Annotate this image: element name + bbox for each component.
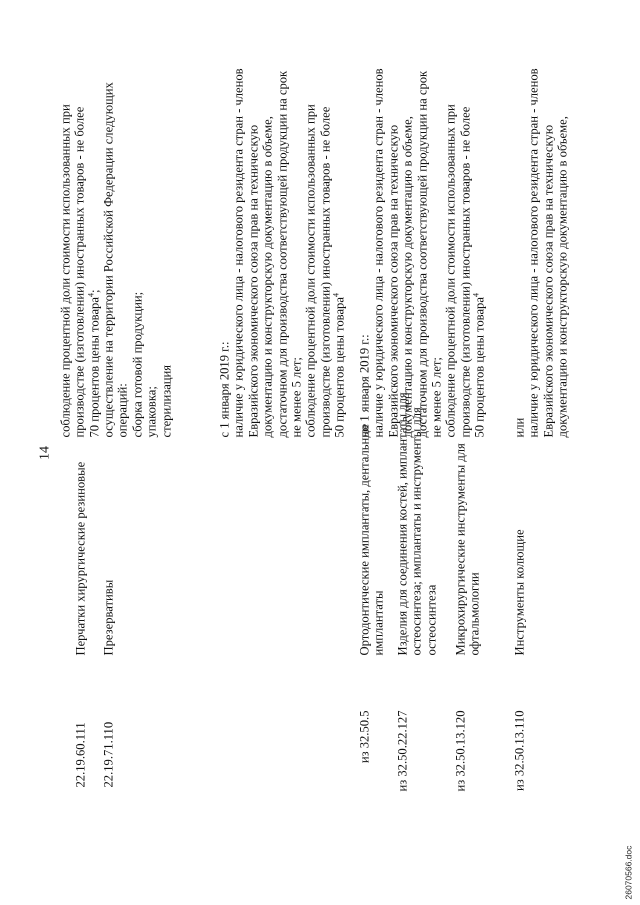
condition-line: документацию и конструкторскую документацию в объеме, xyxy=(260,115,275,437)
condition-line: достаточном для производства соответствующей продукции на срок xyxy=(274,70,289,437)
condition-line: или xyxy=(512,417,526,437)
product-name: Микрохирургические инструменты для офтальмологии xyxy=(453,442,482,655)
product-name: Инструменты колющие xyxy=(512,528,526,655)
condition-line: документацию и конструкторскую документацию в объеме, xyxy=(555,115,570,437)
condition-line: наличие у юридического лица - налогового резидента стран - членов xyxy=(371,67,386,437)
condition-line: производстве (изготовлении) иностранных товаров - не более xyxy=(72,106,87,437)
conditions-cell xyxy=(512,17,570,437)
condition-line: достаточном для производства соответствующей продукции на срок xyxy=(414,70,429,437)
conditions-cell xyxy=(217,17,347,437)
condition-line: сборка готовой продукции; xyxy=(129,291,144,437)
file-id: 26070566.doc xyxy=(623,845,633,899)
conditions-cell xyxy=(58,17,101,437)
condition-line: 50 процентов цены товара$^4$ xyxy=(471,292,487,437)
condition-line: 50 процентов цены товара$^4$ xyxy=(331,292,347,437)
condition-line: осуществление на территории Российской Федерации следующих xyxy=(101,81,115,437)
condition-line: не менее 5 лет; xyxy=(429,356,444,437)
condition-line: упаковка; xyxy=(144,385,159,437)
condition-line: с 1 января 2019 г.: xyxy=(217,340,231,437)
product-name: Презервативы xyxy=(101,579,115,655)
condition-line: наличие у юридического лица - налогового резидента стран - членов xyxy=(526,67,541,437)
condition-line: соблюдение процентной доли стоимости использованных при xyxy=(303,103,318,437)
condition-line: документацию и конструкторскую документацию в объеме, xyxy=(400,115,415,437)
okpd-code: из 32.50.22.127 xyxy=(395,710,409,791)
condition-line: производстве (изготовлении) иностранных товаров - не более xyxy=(457,106,472,437)
condition-line: Евразийского экономического союза прав на техническую xyxy=(245,124,260,437)
okpd-code: из 32.50.13.110 xyxy=(512,710,526,791)
condition-line: Евразийского экономического союза прав на техническую xyxy=(540,124,555,437)
condition-line: до 1 января 2019 г.: xyxy=(357,333,371,437)
condition-line: не менее 5 лет; xyxy=(289,356,304,437)
condition-line: наличие у юридического лица - налогового резидента стран - членов xyxy=(231,67,246,437)
condition-line: производстве (изготовлении) иностранных товаров - не более xyxy=(317,106,332,437)
product-name: Ортодонтические имплантаты, дентальные имплантаты xyxy=(357,423,386,655)
conditions-cell xyxy=(101,17,173,437)
condition-line: стерилизация xyxy=(158,364,173,437)
condition-line: 70 процентов цены товара$^4$; xyxy=(85,289,101,437)
okpd-code: из 32.50.13.120 xyxy=(453,710,467,791)
product-name: Перчатки хирургические резиновые xyxy=(73,461,87,655)
condition-line: Евразийского экономического союза прав на техническую xyxy=(385,124,400,437)
page-number: 14 xyxy=(37,445,52,460)
condition-line: соблюдение процентной доли стоимости использованных при xyxy=(58,103,72,437)
condition-line: операций: xyxy=(115,382,130,437)
okpd-code: 22.19.60.111 xyxy=(73,721,87,787)
conditions-cell xyxy=(357,17,487,437)
okpd-code: из 32.50.5 xyxy=(357,710,371,763)
okpd-code: 22.19.71.110 xyxy=(101,721,115,787)
condition-line: соблюдение процентной доли стоимости использованных при xyxy=(443,103,458,437)
product-name: Изделия для соединения костей, имплантаты для остеосинтеза; имплантаты и инструменты для остеосинтеза xyxy=(395,391,438,655)
